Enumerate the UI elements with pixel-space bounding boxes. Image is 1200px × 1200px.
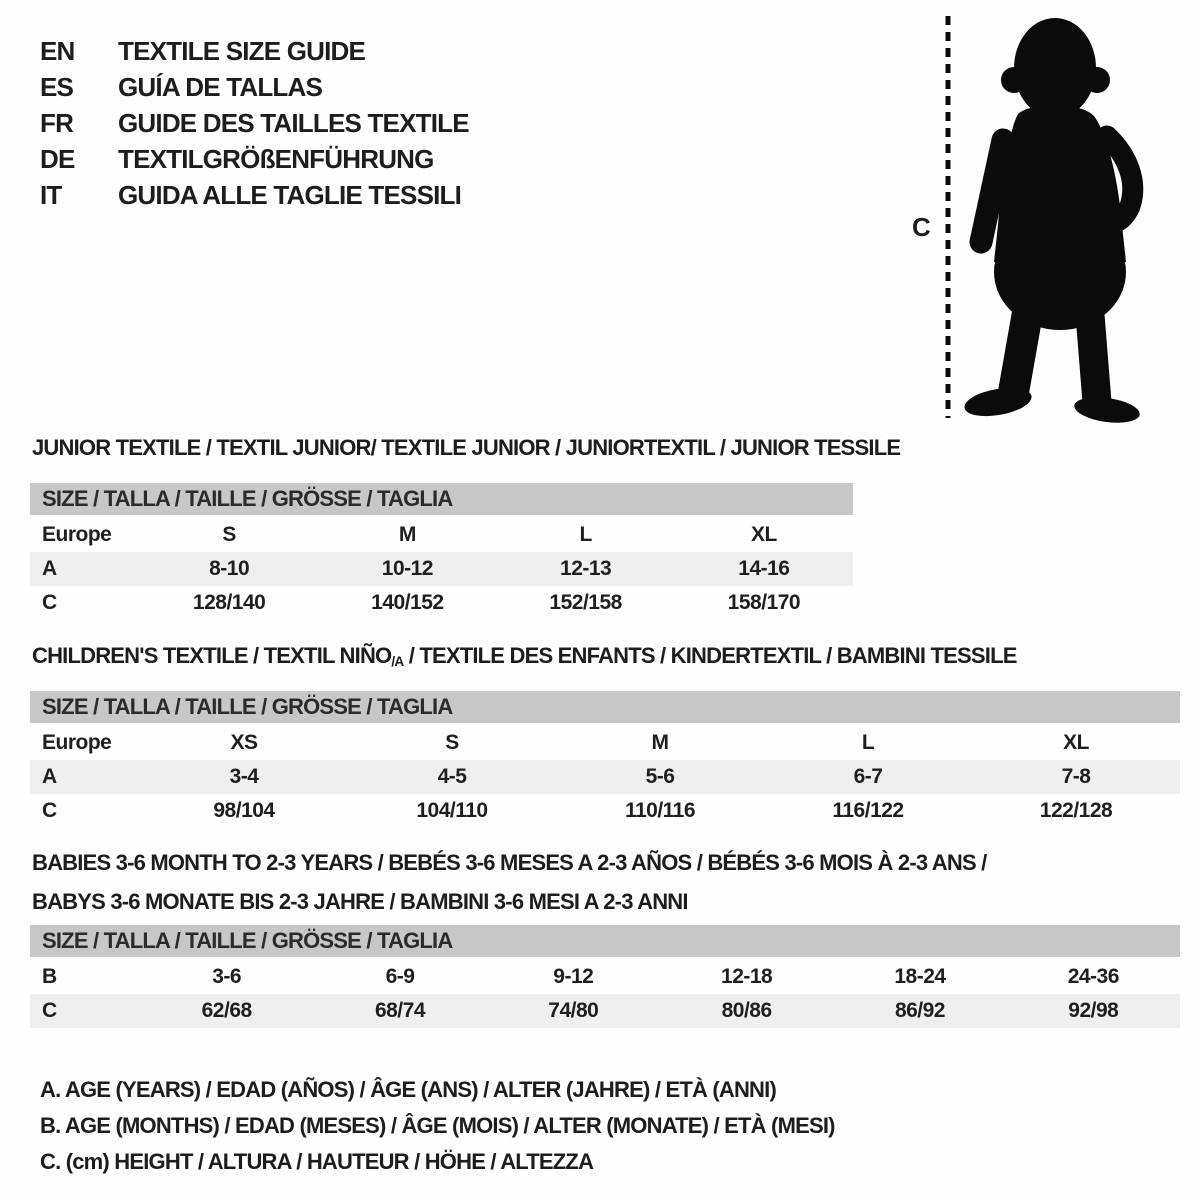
footnote: C. (cm) HEIGHT / ALTURA / HAUTEUR / HÖHE / ALTEZZA bbox=[40, 1149, 594, 1174]
table-title-block bbox=[30, 430, 901, 483]
row-label: B bbox=[42, 965, 57, 988]
table-cell: 74/80 bbox=[548, 999, 599, 1022]
table-cell: 12-13 bbox=[560, 557, 612, 580]
table-cell: 128/140 bbox=[192, 591, 266, 614]
table-title bbox=[32, 845, 1180, 884]
table-cell: 68/74 bbox=[374, 999, 426, 1022]
table-cell: 9-12 bbox=[553, 965, 594, 988]
table-cell: 6-9 bbox=[385, 965, 415, 988]
table-cell: XL bbox=[750, 523, 777, 546]
table-row bbox=[30, 760, 1180, 794]
legend-notes bbox=[40, 1072, 835, 1180]
row-label: A bbox=[42, 557, 57, 580]
table-title-text: / TEXTILE DES ENFANTS / KINDERTEXTIL / BAMBINI TESSILE bbox=[403, 643, 1017, 668]
table-cell: 18-24 bbox=[894, 965, 946, 988]
table-cell: 92/98 bbox=[1068, 999, 1119, 1022]
row-label: C bbox=[42, 799, 57, 822]
table-title-block bbox=[30, 845, 1180, 925]
table-cell: XL bbox=[1063, 731, 1089, 754]
table-cell: M bbox=[398, 523, 416, 546]
row-label: Europe bbox=[42, 731, 112, 754]
table-cell: M bbox=[651, 731, 669, 754]
table-rows bbox=[30, 960, 1180, 1028]
table-cell: 6-7 bbox=[853, 765, 883, 788]
table-cell: L bbox=[579, 523, 592, 546]
table-cell: 62/68 bbox=[201, 999, 252, 1022]
table-cell: 7-8 bbox=[1061, 765, 1091, 788]
size-header-bar: SIZE / TALLA / TAILLE / GRÖSSE / TAGLIA bbox=[30, 925, 1180, 957]
table-rows bbox=[30, 518, 853, 620]
table-cell: S bbox=[222, 523, 236, 546]
table-cell: 3-6 bbox=[212, 965, 242, 988]
language-guide-title: GUIDA ALLE TAGLIE TESSILI bbox=[118, 180, 462, 210]
language-code: EN bbox=[40, 36, 75, 66]
table-cell: 104/110 bbox=[416, 799, 488, 822]
table-cell: 14-16 bbox=[738, 557, 790, 580]
language-row bbox=[40, 177, 469, 213]
babies-textile-table bbox=[30, 845, 1180, 1028]
toddler-silhouette bbox=[962, 18, 1141, 426]
table-title-line2: BABYS 3-6 MONATE BIS 2-3 JAHRE / BAMBINI 3-6 MESI A 2-3 ANNI bbox=[32, 889, 688, 914]
table-row bbox=[30, 794, 1180, 828]
table-row bbox=[30, 726, 1180, 760]
table-cell: 116/122 bbox=[832, 799, 904, 822]
language-guide-title: GUIDE DES TAILLES TEXTILE bbox=[118, 108, 469, 138]
table-cell: 86/92 bbox=[894, 999, 945, 1022]
table-cell: 80/86 bbox=[721, 999, 772, 1022]
language-code: IT bbox=[40, 180, 62, 210]
footnote: B. AGE (MONTHS) / EDAD (MESES) / ÂGE (MOIS) / ALTER (MONATE) / ETÀ (MESI) bbox=[40, 1113, 835, 1138]
table-row bbox=[30, 518, 853, 552]
table-cell: 24-36 bbox=[1067, 965, 1119, 988]
footnote: A. AGE (YEARS) / EDAD (AÑOS) / ÂGE (ANS) / ALTER (JAHRE) / ETÀ (ANNI) bbox=[40, 1077, 776, 1102]
table-row bbox=[30, 994, 1180, 1028]
table-cell: S bbox=[445, 731, 459, 754]
table-rows bbox=[30, 726, 1180, 828]
language-row bbox=[40, 105, 469, 141]
table-title-text: JUNIOR TEXTILE / TEXTIL JUNIOR/ TEXTILE JUNIOR / JUNIORTEXTIL / JUNIOR TESSILE bbox=[32, 435, 901, 460]
language-code: ES bbox=[40, 72, 74, 102]
size-header-bar: SIZE / TALLA / TAILLE / GRÖSSE / TAGLIA bbox=[30, 483, 853, 515]
table-cell: 12-18 bbox=[721, 965, 773, 988]
table-cell: L bbox=[861, 731, 875, 754]
table-cell: 140/152 bbox=[371, 591, 444, 614]
table-cell: 8-10 bbox=[209, 557, 250, 580]
language-row bbox=[40, 69, 469, 105]
table-title bbox=[32, 638, 1180, 677]
junior-textile-table bbox=[30, 430, 901, 620]
language-guide-title: GUÍA DE TALLAS bbox=[118, 72, 323, 102]
row-label: A bbox=[42, 765, 57, 788]
table-cell: 3-4 bbox=[229, 765, 259, 788]
table-title bbox=[32, 430, 901, 469]
table-cell: 158/170 bbox=[727, 591, 801, 614]
table-cell: 152/158 bbox=[549, 591, 622, 614]
language-guide-title: TEXTILGRÖßENFÜHRUNG bbox=[118, 144, 434, 174]
table-cell: 10-12 bbox=[381, 557, 433, 580]
height-figure bbox=[900, 10, 1155, 428]
table-title-block bbox=[30, 638, 1180, 691]
language-row bbox=[40, 141, 469, 177]
language-code: DE bbox=[40, 144, 75, 174]
row-label: C bbox=[42, 999, 57, 1022]
childrens-textile-table bbox=[30, 638, 1180, 828]
language-code: FR bbox=[40, 108, 74, 138]
table-cell: 122/128 bbox=[1039, 799, 1113, 822]
table-cell: 98/104 bbox=[213, 799, 275, 822]
toddler-figure-graphic bbox=[900, 10, 1155, 428]
table-row bbox=[30, 960, 1180, 994]
table-row bbox=[30, 586, 853, 620]
size-header-bar: SIZE / TALLA / TAILLE / GRÖSSE / TAGLIA bbox=[30, 691, 1180, 723]
row-label: C bbox=[42, 591, 57, 614]
language-guide-title: TEXTILE SIZE GUIDE bbox=[118, 36, 366, 66]
height-measure-label: C bbox=[912, 212, 931, 242]
table-row bbox=[30, 552, 853, 586]
language-list bbox=[40, 33, 469, 213]
language-row bbox=[40, 33, 469, 69]
table-title-text: BABIES 3-6 MONTH TO 2-3 YEARS / BEBÉS 3-6 MESES A 2-3 AÑOS / BÉBÉS 3-6 MOIS À 2-3 ANS / bbox=[32, 850, 987, 875]
table-title-subscript: /A bbox=[391, 654, 404, 669]
table-cell: 5-6 bbox=[645, 765, 675, 788]
table-cell: 110/116 bbox=[624, 799, 696, 822]
table-cell: 4-5 bbox=[437, 765, 467, 788]
row-label: Europe bbox=[42, 523, 112, 546]
table-title-text: CHILDREN'S TEXTILE / TEXTIL NIÑO bbox=[32, 643, 392, 668]
table-cell: XS bbox=[230, 731, 258, 754]
